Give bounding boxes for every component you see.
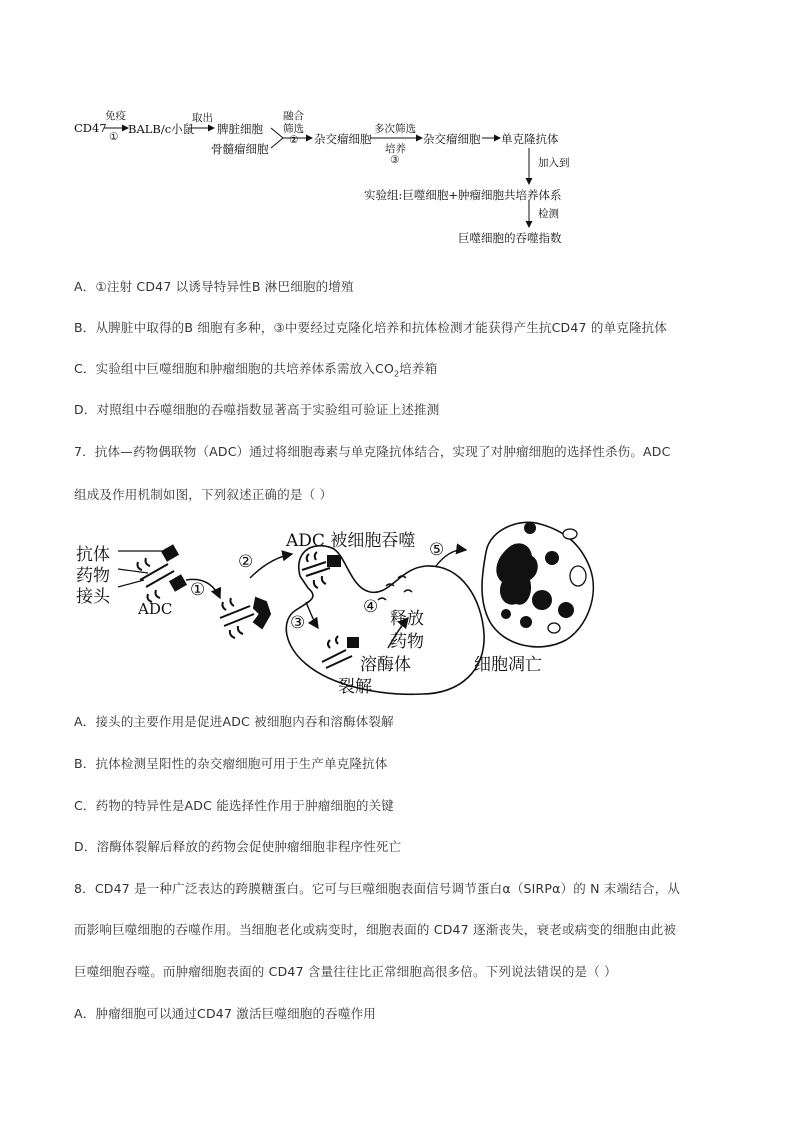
flow-detect-label: 检测 [538, 208, 559, 220]
label-linker: 接头 [76, 587, 110, 607]
flow-spleen-cell: 脾脏细胞 [217, 122, 263, 136]
flow-myeloma-cell: 骨髓瘤细胞 [211, 142, 269, 156]
flow-add-to-label: 加入到 [538, 157, 570, 169]
label-engulfed: ADC 被细胞吞噬 [286, 531, 416, 551]
label-step5: ⑤ [429, 540, 445, 560]
flow-screen-label: 筛选 [283, 123, 304, 135]
q6-option-b: B．从脾脏中取得的B 细胞有多种，③中要经过克隆化培养和抗体检测才能获得产生抗CD47 的单克隆抗体 [74, 320, 668, 335]
label-apoptosis: 细胞凋亡 [474, 655, 542, 675]
q6-option-c-pre: C．实验组中巨噬细胞和肿瘤细胞的共培养体系需放入CO [74, 361, 394, 376]
q6-option-c [74, 359, 437, 379]
label-drug: 药物 [76, 566, 110, 586]
flow-culture-label: 培养 [385, 143, 406, 155]
label-lysis: 裂解 [338, 677, 372, 697]
flow-step1: ① [109, 131, 119, 143]
q7-option-d: D．溶酶体裂解后释放的药物会促使肿瘤细胞非程序性死亡 [74, 839, 402, 854]
label-step3: ③ [290, 613, 306, 633]
q8-option-a: A．肿瘤细胞可以通过CD47 激活巨噬细胞的吞噬作用 [74, 1006, 376, 1021]
label-step1: ① [190, 580, 206, 600]
adc-molecule [138, 546, 186, 602]
flow-step2: ② [289, 134, 299, 146]
q7-option-b: B．抗体检测呈阳性的杂交瘤细胞可用于生产单克隆抗体 [74, 756, 388, 771]
q8-stem-line1: 8．CD47 是一种广泛表达的跨膜糖蛋白。它可与巨噬细胞表面信号调节蛋白α（SIRPα）的 N 末端结合，从 [74, 881, 681, 896]
flow-immunize-label: 免疫 [105, 110, 126, 122]
adc-bound [220, 598, 270, 638]
flow-step3: ③ [390, 154, 400, 166]
flow-mouse: BALB/c小鼠 [128, 122, 195, 136]
label-antibody: 抗体 [76, 545, 110, 565]
apoptotic-cell [482, 522, 593, 647]
flow-experiment-group: 实验组:巨噬细胞+肿瘤细胞共培养体系 [364, 188, 562, 202]
q8-stem-line3: 巨噬细胞吞噬。而肿瘤细胞表面的 CD47 含量往往比正常细胞高很多倍。下列说法错误的是（ ） [74, 964, 617, 979]
flow-fuse-label: 融合 [283, 110, 304, 122]
q7-option-c: C．药物的特异性是ADC 能选择性作用于肿瘤细胞的关键 [74, 798, 395, 813]
label-drug2: 药物 [390, 632, 424, 652]
flow-extract-label: 取出 [192, 112, 213, 124]
q6-option-c-sub: 2 [394, 369, 400, 379]
q8-stem-line2: 而影响巨噬细胞的吞噬作用。当细胞老化或病变时，细胞表面的 CD47 逐渐丧失，衰老或病变的细胞由此被 [74, 922, 677, 937]
label-step4: ④ [363, 597, 379, 617]
label-adc: ADC [138, 600, 173, 618]
label-step2: ② [238, 552, 254, 572]
q6-option-a: A．①注射 CD47 以诱导特异性B 淋巴细胞的增殖 [74, 279, 354, 294]
q7-stem-line1: 7．抗体—药物偶联物（ADC）通过将细胞毒素与单克隆抗体结合，实现了对肿瘤细胞的选择性杀伤。ADC [74, 444, 671, 459]
flow-phagocytic-index: 巨噬细胞的吞噬指数 [458, 231, 562, 245]
flow-mab: 单克隆抗体 [501, 132, 559, 146]
q7-option-a: A．接头的主要作用是促进ADC 被细胞内吞和溶酶体裂解 [74, 714, 394, 729]
flow-hybridoma-2: 杂交瘤细胞 [423, 132, 481, 146]
flow-cd47: CD47 [74, 121, 107, 135]
label-lysosome: 溶酶体 [360, 655, 411, 675]
flow-multiscreen-label: 多次筛选 [374, 123, 416, 135]
q7-stem-line2: 组成及作用机制如图，下列叙述正确的是（ ） [74, 487, 333, 502]
arrow-merge [271, 128, 283, 148]
flow-hybridoma-1: 杂交瘤细胞 [314, 132, 372, 146]
q6-option-c-post: 培养箱 [399, 361, 438, 376]
lysosome-drawing [322, 636, 358, 668]
label-release: 释放 [390, 609, 424, 629]
q6-option-d: D．对照组中吞噬细胞的吞噬指数显著高于实验组可验证上述推测 [74, 402, 440, 417]
